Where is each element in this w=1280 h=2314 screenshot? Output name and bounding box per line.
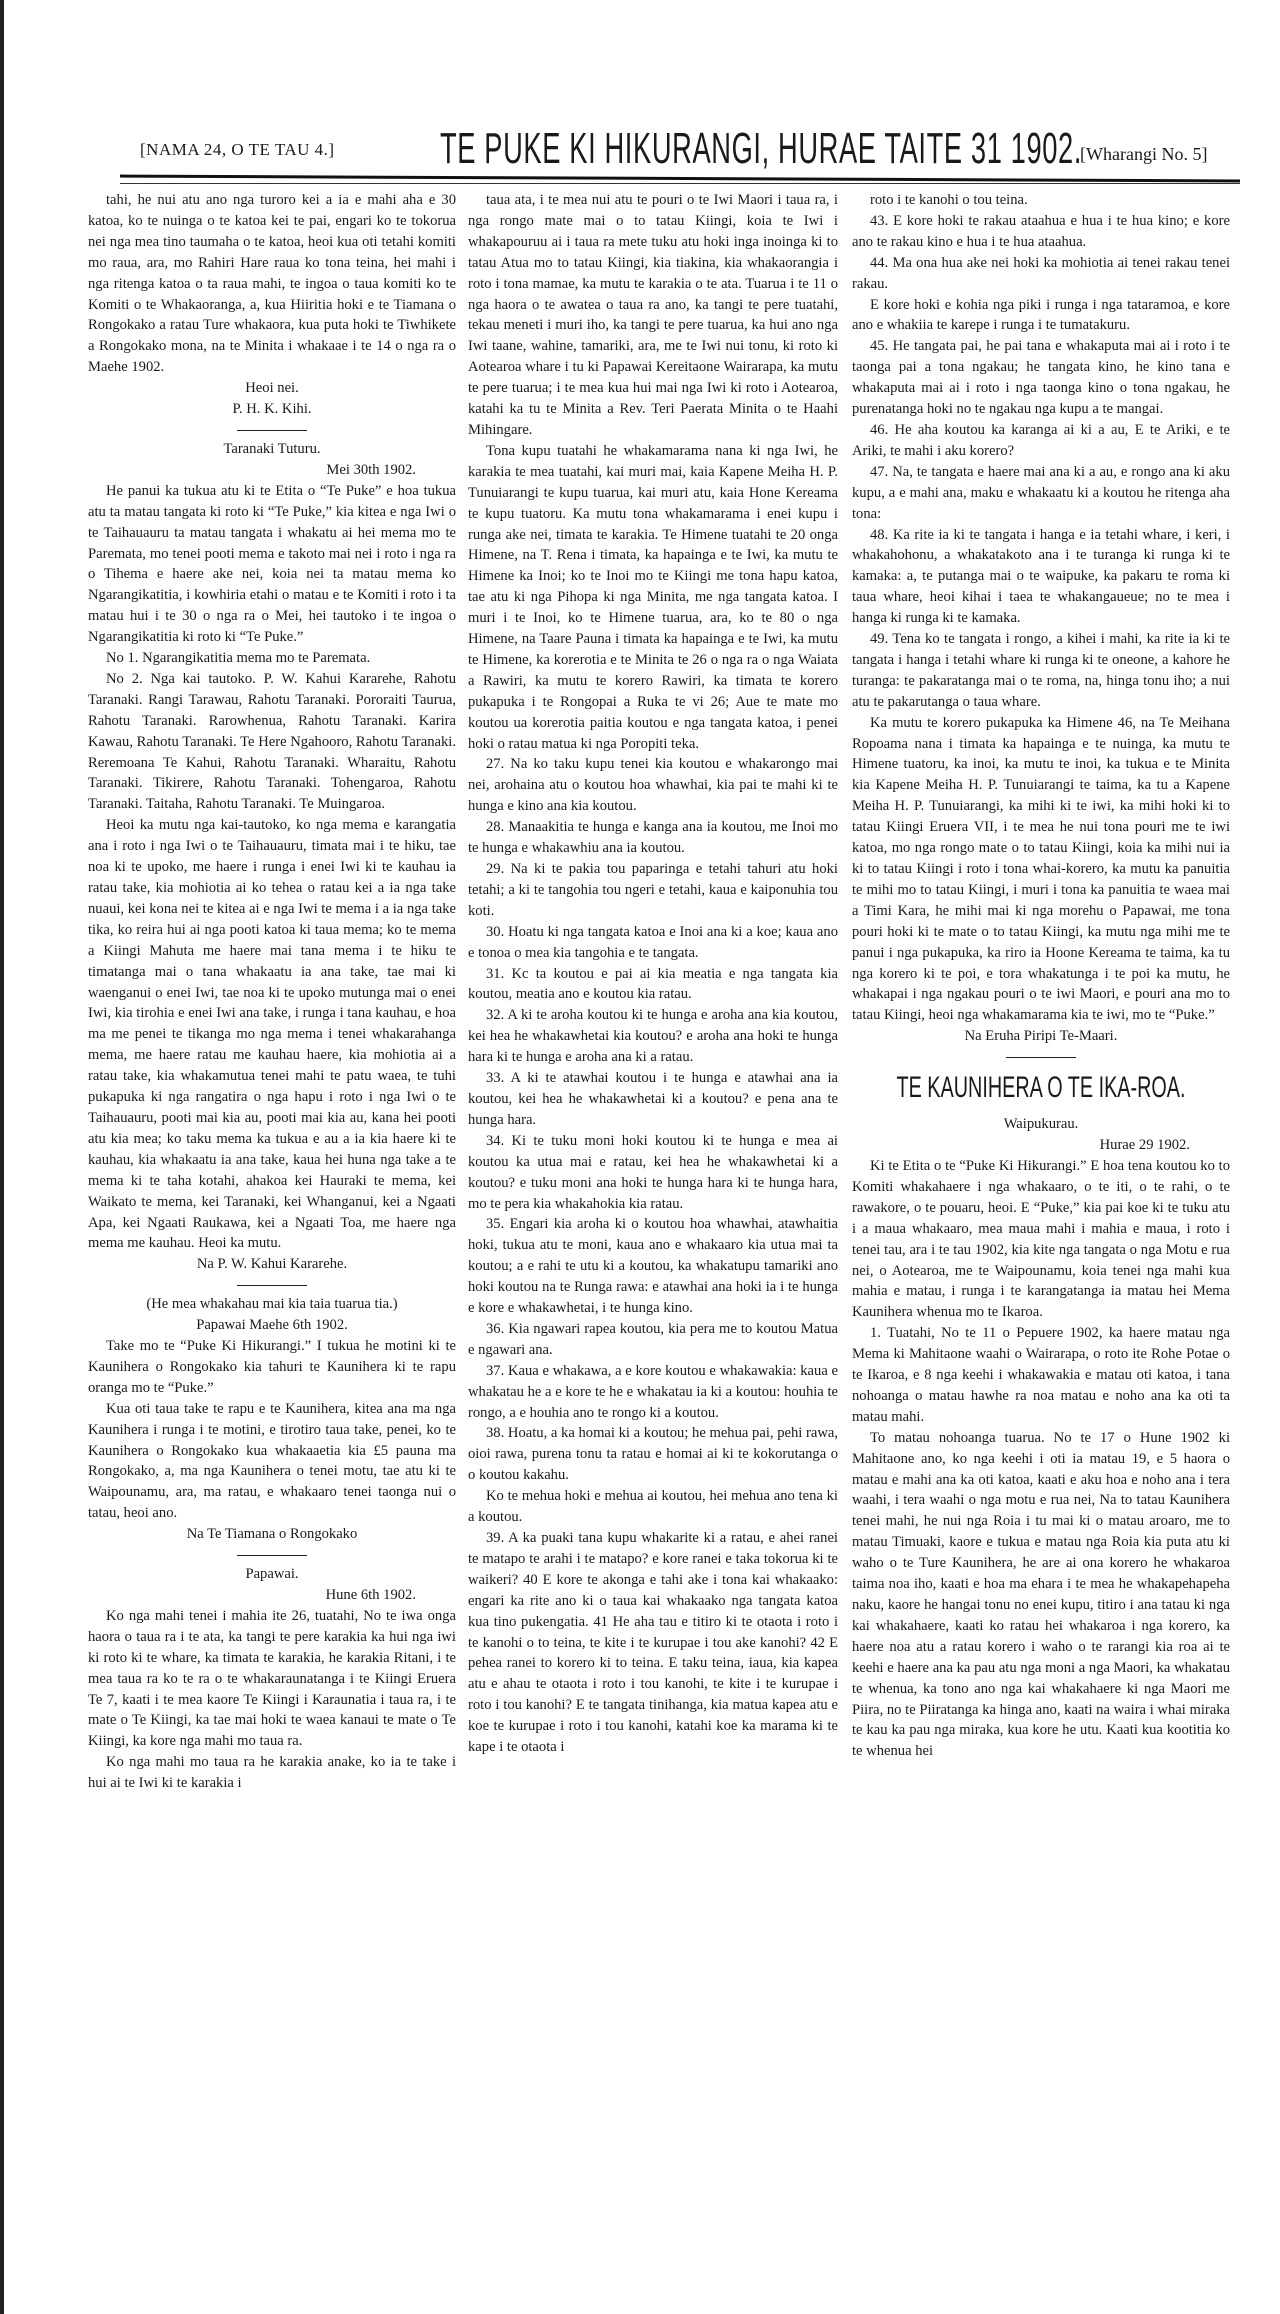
- page-number: [Wharangi No. 5]: [1080, 144, 1208, 164]
- paragraph: 34. Ki te tuku moni hoki koutou ki te hunga e mea ai koutou ka utua mai e ratau, kei hea he whakawhetai ki a koutou? e tuku moni ana hoki te hunga hara ki te hunga hara, mo te pera kia whakahokia kia ratau.: [468, 1132, 838, 1212]
- paragraph: He panui ka tukua atu ki te Etita o “Te Puke” e hoa tukua atu ta matau tangata ki roto ki “Te Puke,” kia kitea e nga Iwi o te Taihauauru ta matau tangata i whakatu ai hei mema mo te Paremata, mo tenei pooti mema e takoto mai nei i roto i nga ra o Tihema e haere ake nei, koia nei ta matau mema ko Ngarangikatitia, i kowhiria etahi o matau e te Komiti i roto i ta matau hui i te 30 o nga ra o Mei, hei tautoko i te ingoa o Ngarangikatitia ki roto ki “Te Puke.”: [88, 482, 456, 646]
- masthead: [60, 118, 1240, 180]
- paragraph: 43. E kore hoki te rakau ataahua e hua i te hua kino; e kore ano te rakau kino e hua i te hua ataahua.: [852, 212, 1230, 250]
- paragraph: E kore hoki e kohia nga piki i runga i nga tataramoa, e kore ano e whakiia te karepe i runga i te tumatakuru.: [852, 296, 1230, 334]
- paragraph: roto i te kanohi o tou teina.: [870, 192, 1028, 208]
- paragraph: Ka mutu te korero pukapuka ka Himene 46, na Te Meihana Ropoama nana i timata ka hapainga e te nuinga, ka mutu te Himene tuatoru, ka inoi, ka mutu te inoi, ka tukua e te Minita kia Kapene Meiha H. P. Tunuiarangi te taima, ka tu a Kapene Meiha H. P. Tunuiarangi, ka mihi ki te iwi, ka mihi hoki ki to tatau Kiingi Eruera VII, i te mea he nui tona pouri me te iwi katoa, mo nga rongo mate o to tatau Kiingi, koia ka mihi nui ia ki to tatau Kiingi i roto i tona whai-korero, ka mutu ka panuitia te mihi mo to tatau Kiingi, i muri i tona ka panuitia te waea mai a Timi Kara, he mihi mai ki nga morehu o Papawai, me tona pouri hoki ki te mate o to tatau Kiingi, ka mutu nga mihi me te panui i nga pukapuka, ka riro ia Hoone Kereama te taima, ka tu nga korero ki te poi, e tora whakatunga i te poi ka mutu, he whakapai i nga ngakau pouri o te iwi Maori, e pouri ana mo to tatau Kiingi, heoi nga whakamarama kia te iwi, mo te “Puke.”: [852, 714, 1230, 1024]
- section-divider: [1006, 1057, 1076, 1058]
- paragraph: 33. A ki te atawhai koutou i te hunga e atawhai ana ia koutou, kei hea he whakawhetai ki a koutou? e pena ana te hunga hara.: [468, 1070, 838, 1128]
- paragraph: Take mo te “Puke Ki Hikurangi.” I tukua he motini ki te Kaunihera o Rongokako kia tahuri te Kaunihera ki te rapu oranga mo te “Puke.”: [88, 1338, 456, 1396]
- paragraph: tahi, he nui atu ano nga turoro kei a ia e mahi aha e 30 katoa, ko te nuinga o te katoa kei te pai, engari ko te tokorua nei nga mea tino taumaha o te katoa, heoi kua oti tetahi komiti mo raua, ara, mo Rahiri Hare raua ko tona teina, hei mahi i nga ritenga katoa o ta raua mahi, te ingoa o taua komiti ko te Komiti o te Whakaoranga, a, kua Hiiritia hoki e te Tiamana o Rongokako a ratau Ture whakaora, kua puta hoki te Tiwhikete a Rongokako mona, na te Minita i whakaae i te 14 o nga ra o Maehe 1902.: [88, 192, 456, 376]
- centered-line: Papawai.: [245, 1566, 299, 1583]
- centered-line: Na P. W. Kahui Kararehe.: [196, 1256, 348, 1273]
- paragraph: 46. He aha koutou ka karanga ai ki a au, E te Ariki, e te Ariki, te mahi i aku korero?: [852, 421, 1230, 459]
- paragraph: To matau nohoanga tuarua. No te 17 o Hune 1902 ki Mahitaone ano, ko nga keehi i oti ia matau 19, e 5 haora o matau e mahi ana ka oti katoa, kaati e aku hoa e noho ana i tera waahi, i tera waahi o nga motu e rua nei, Na to tatau Kaunihera tenei mahi, he nui nga Roia i tu mai ki o matau aroaro, me to matau Timuaki, kaore e tukua e matau nga Roia kia puta atu ki waho o te Ture Kaunihera, he are ai ona korero he whakaroa taima noa iho, kaati e hoa ma ehara i te mea he whakapehapeha naku, kaore he hangai tonu no enei kupu, titiro i ana tatau ki nga kai whakahaere, kaati ko ratau hei whakaroa i nga korero, ka haere noa atu a ratau korero i waho o te rarangi kia roa ai te keehi e haere ana ka pau atu nga moni a nga Maori, ka whakatau te whenua, ka tono ano nga kai whakahaere ki nga Maori me Piira, no te Piiratanga ka hinga ano, kaati na waira i whai miraka te kau ka pau nga miraka, kua kore he utu. Kaati kua kootitia ko te whenua hei: [852, 1429, 1230, 1760]
- column-2: [468, 190, 838, 2305]
- paragraph: taua ata, i te mea nui atu te pouri o te Iwi Maori i taua ra, i nga rongo mate mai o to tatau Kiingi, koia te Iwi i whakapouruu ai i taua ra mete tuku atu hoki inga inoinga ki to tatau Atua mo to tatau Kiingi, kia tiakina, kia whakaorangia i roto i tona mamae, ka mutu te karakia o te ata. Tuarua i te 11 o nga haora o te awatea o taua ra ano, ka tangi te pere tuatahi, tekau meneti i muri iho, ka tangi te pere tuarua, ka hui ano nga Iwi taane, wahine, tamariki, ara, me te Iwi nui tonu, ki roto ki Aotearoa whare i tu ki Papawai Kereitaone Wairarapa, ka mutu te pere tuarua; i te mea kua hui mai nga Iwi ki roto i Aotearoa, katahi ka tu te Minita a Rev. Teri Paerata Minita o te Haahi Mihingare.: [468, 192, 838, 438]
- dateline: Mei 30th 1902.: [326, 461, 416, 478]
- centered-line: P. H. K. Kihi.: [232, 401, 312, 418]
- centered-line: Papawai Maehe 6th 1902.: [196, 1317, 348, 1334]
- paragraph: Ko nga mahi tenei i mahia ite 26, tuatahi, No te iwa onga haora o taua ra i te ata, ka tangi te pere karakia ka hui nga iwi ki roto ki te whare, ka timata te karakia, he karakia Ritani, i te mea taua ra ko te ra o te whakaraunatanga i te Kiingi Eruera Te 7, kaati i te mea kaore Te Kiingi i Karaunatia i taua ra, i te mate o Te Kiingi, ka tae mai hoki te waea kanaui te mate o Te Kiingi, ka kore nga mahi mo taua ra.: [88, 1607, 456, 1750]
- masthead-rule-thin: [120, 183, 1240, 184]
- paragraph: 30. Hoatu ki nga tangata katoa e Inoi ana ki a koe; kaua ano e tonoa o mea kia tangohia e te tangata.: [468, 923, 838, 961]
- paragraph: 48. Ka rite ia ki te tangata i hanga e ia tetahi whare, i keri, i whakahohonu, a whakatakoto ana i te turanga ki runga ki te kamaka: a, te putanga mai o te waipuke, ka pakaru te roma ki taua whare, heoi kihai i taea te whakangaueue; no te mea i hanga ki runga ki te kamaka.: [852, 526, 1230, 627]
- column-1: [88, 190, 456, 2305]
- dateline: Hurae 29 1902.: [1099, 1137, 1190, 1154]
- paragraph: 47. Na, te tangata e haere mai ana ki a au, e rongo ana ki aku kupu, a e mahi ana, maku e whakaatu ki a koutou he ritenga aha tona:: [852, 463, 1230, 522]
- paragraph: No 1. Ngarangikatitia mema mo te Paremata.: [106, 650, 371, 667]
- section-divider: [237, 1555, 307, 1556]
- paragraph: Ki te Etita o te “Puke Ki Hikurangi.” E hoa tena koutou ko to Komiti whakahaere i nga whakaaro, o te iti, o te rahi, o te rawakore, o te pouaru, heoi. E “Puke,” kia pai koe ki te tuku atu i a maua whakaaro, mea maua mahi i mahia e maua, i roto i tenei tau, ara i te tau 1902, kia kite nga tangata o nga Motu e rua nei, o Aotearoa, me te Waipounamu, koia tenei nga mahi kua mahia e matau, i runga i te karangatanga ia matau hei Mema Kaunihera whenua mo te Ikaroa.: [852, 1157, 1230, 1321]
- paragraph: 28. Manaakitia te hunga e kanga ana ia koutou, me Inoi mo te hunga e whakawhiu ana ia koutou.: [468, 819, 838, 857]
- paragraph: No 2. Nga kai tautoko. P. W. Kahui Kararehe, Rahotu Taranaki. Rangi Tarawau, Rahotu Taranaki. Pororaiti Taurua, Rahotu Taranaki. Rarowhenua, Rahotu Taranaki. Karira Kawau, Rahotu Taranaki. Te Here Ngahooro, Rahotu Taranaki. Reremoana Te Kahui, Rahotu Taranaki. Wharaitu, Rahotu Taranaki. Tikirere, Rahotu Taranaki. Tohengaroa, Rahotu Taranaki. Taitaha, Rahotu Taranaki. Te Muingaroa.: [88, 670, 456, 813]
- centered-line: (He mea whakahau mai kia taia tuarua tia.): [146, 1296, 398, 1313]
- centered-line: Heoi nei.: [245, 380, 299, 397]
- issue-number: [NAMA 24, O TE TAU 4.]: [140, 140, 335, 159]
- paragraph: 45. He tangata pai, he pai tana e whakaputa mai ai i roto i te taonga pai a tona ngakau; he tangata kino, he kino tana e whakaputa mai ai i roto i nga taonga kino o tona ngakau, he purenatanga hoki no te ngakau nga kupu a te mangai.: [852, 338, 1230, 418]
- paragraph: 49. Tena ko te tangata i rongo, a kihei i mahi, ka rite ia ki te tangata i hanga i tetahi whare ki runga ki te oneone, a kahore he turanga: te pakaratanga mai o te roma, na, hinga tonu iho; a nui atu te pakarutanga o taua whare.: [852, 631, 1230, 710]
- section-heading: TE KAUNIHERA O TE IKA-ROA.: [896, 1071, 1186, 1105]
- section-divider: [237, 430, 307, 431]
- paragraph: Ko te mehua hoki e mehua ai koutou, hei mehua ano tena ki a koutou.: [468, 1488, 838, 1526]
- paragraph: Tona kupu tuatahi he whakamarama nana ki nga Iwi, he karakia te mea tuatahi, kai muri mai, kaia Kapene Meiha H. P. Tunuiarangi te kupu tuarua, kai muri atu, kaia Hone Kereama te kupu tuatoru. Ka mutu tona whakamarama i enei kupu i runga ake nei, timata te karakia. Te Himene tuatahi te 20 onga Himene, na T. Rena i timata, ka hapainga e te Iwi, ka mutu te Himene ka Inoi; ko te Inoi mo te Kiingi me tona hapu katoa, tae atu ki nga Pihopa ki nga Minita, me nga tangata katoa. I muri i te Inoi, ko te Himene tuarua, ara, ko te 80 o nga Himene, na Taare Pauna i timata ka hapainga e te Iwi, ka mutu te Himene, ka korerotia e te Minita te 26 o nga ra o nga Waiata a Rawiri, ka mutu te korero Rawiri, ka timata te korero pukapuka i te Rongopai a Ruka te vi 26; Aue te mate mo koutou ua korerotia paitia koutou e nga tangata katoa, i penei hoki o ratau matua ki nga Poropiti teka.: [468, 442, 838, 752]
- paragraph: 37. Kaua e whakawa, a e kore koutou e whakawakia: kaua e whakatau he a e kore te he e whakatau ia ki a koutou: houhia te rongo, a e houhia ano te rongo ki a koutou.: [468, 1362, 838, 1421]
- paragraph: 38. Hoatu, a ka homai ki a koutou; he mehua pai, pehi rawa, oioi rawa, purena tonu ta ratau e homai ai ki te kokorutanga o o koutou kakahu.: [468, 1425, 838, 1484]
- centered-line: Taranaki Tuturu.: [223, 440, 321, 457]
- paragraph: Heoi ka mutu nga kai-tautoko, ko nga mema e karangatia ana i roto i nga Iwi o te Taihauauru, timata mai i te hiku, tae noa ki te upoko, me haere i runga i enei Iwi ki te kauhau ia ratau take, kia mohiotia ai ko tehea o ratau kei a ia nga take nuaui, kei kona nei te kitea ai e nga Iwi te mema i a ia nga take tika, ko reira hui ai nga pooti katoa ki taua mema; ko te mema a Kiingi Mahuta me haere mai tana mema i te hiku te timatanga mai o tana whakaatu ia ana take, tae mai ki waenganui o enei Iwi, tae noa ki te upoko mutunga mai o enei Iwi, kia tirohia e enei Iwi ana take, i runga i tana kauhau, e hoa ma me penei te tikanga mo nga mema i tenei whakarahanga mema, me haere ratau me kauhau haere, kia mohiotia ai a ratau take, kia whakamutua tenei mahi te patu waea, te tuhi pukapuka ki nga rangatira o nga hapu i roto i nga Iwi o te Taihauauru, pooti mai kia au, pooti mai kia au, kana hei pooti atu kia mea; ko taku mema ka tukua e au a ia kia haere ki te kauhau, kia whakaatu ia ana take, kaua hei huna nga take a te mema ki te taha kotahi, ahakoa kei Hauraki te mema, kei Waikato te mema, kei Taranaki, kei Whanganui, kei a Ngaati Apa, kei Ngaati Raukawa, kei a Ngaati Toa, me haere nga mema me kauhau. Heoi ka mutu.: [88, 817, 456, 1252]
- paragraph: 29. Na ki te pakia tou paparinga e tetahi tahuri atu hoki tetahi; a ki te tangohia tou ngeri e tetahi, kaua e kaiponuhia tou koti.: [468, 861, 838, 919]
- paragraph: 44. Ma ona hua ake nei hoki ka mohiotia ai tenei rakau tenei rakau.: [852, 254, 1230, 292]
- paragraph: 31. Kc ta koutou e pai ai kia meatia e nga tangata kia koutou, meatia ano e koutou kia ratau.: [468, 965, 838, 1003]
- centered-line: Na Te Tiamana o Rongokako: [186, 1526, 358, 1543]
- paragraph: 35. Engari kia aroha ki o koutou hoa whawhai, atawhaitia hoki, tukua atu te moni, kaua ano e whakaaro kia utua mai ta koutou; a e rahi te utu ki a koutou, ka whakatupu tamariki ano hoki koutou na te Runga rawa: e atawhai ana hoki ia i te hunga e kore e whakawhetai, i te hunga kino.: [468, 1216, 838, 1317]
- paragraph: 39. A ka puaki tana kupu whakarite ki a ratau, e ahei ranei te matapo te arahi i te matapo? e kore ranei e taka tokorua ki te waikeri? 40 E kore te akonga e tahi ake i tona kai whakaako: engari ka rite ano ki o taua kai whakaako nga tangata katoa kua tino pukengatia. 41 He aha tau e titiro ki te otaota i roto i te kanohi o to teina, te kite i te kurupae i tou ake kanohi? 42 E pehea ranei to korero ki to teina. E taku teina, iaua, kia kapea atu e ahau te otaota i roto i tou kanohi, te kite i te kurupae i roto i tou kanohi? E te tangata tinihanga, kia matua kapea atu e koe te kurupae i roto i tou kanohi, katahi koe ka marama ki te kape i te otaota i: [468, 1530, 838, 1756]
- centered-line: Na Eruha Piripi Te-Maari.: [964, 1028, 1118, 1045]
- paragraph: Kua oti taua take te rapu e te Kaunihera, kitea ana ma nga Kaunihera i runga i te motini, e tirotiro taua take, penei, ko te Kaunihera o Rongokako kua whakaaetia kia £5 pauna ma Rongokako, a, ma nga Kaunihera o tenei motu, tae atu ki te Waipounamu, ara, ma ratau, e whakaaro tenei taonga nui o tatau, heoi ano.: [88, 1400, 456, 1522]
- paragraph: 32. A ki te aroha koutou ki te hunga e aroha ana kia koutou, kei hea he whakawhetai kia koutou? e aroha ana hoki te hunga hara ki te hunga e aroha ana ki a ratau.: [468, 1007, 838, 1066]
- centered-line: Waipukurau.: [1003, 1116, 1079, 1133]
- paragraph: 1. Tuatahi, No te 11 o Pepuere 1902, ka haere matau nga Mema ki Mahitaone waahi o Wairarapa, o roto ite Rohe Potae o te Ikaroa, e 8 nga keehi i whakawakia e matau oti katoa, i tana nohoanga o matau hawhe ra noa matau e noho ana ka oti ta matau mahi.: [852, 1325, 1230, 1425]
- paragraph: 36. Kia ngawari rapea koutou, kia pera me to koutou Matua e ngawari ana.: [468, 1320, 838, 1358]
- column-3: [852, 190, 1230, 2305]
- newspaper-title: TE PUKE KI HIKURANGI, HURAE TAITE 31 1902.: [440, 124, 1083, 173]
- scan-border: [0, 0, 4, 2314]
- dateline: Hune 6th 1902.: [325, 1587, 416, 1603]
- section-divider: [237, 1285, 307, 1286]
- paragraph: Ko nga mahi mo taua ra he karakia anake, ko ia te take i hui ai te Iwi ki te karakia i: [88, 1754, 456, 1792]
- paragraph: 27. Na ko taku kupu tenei kia koutou e whakarongo mai nei, arohaina atu o koutou hoa whawhai, kia pai te mahi ki te hunga e kino ana kia koutou.: [468, 756, 838, 815]
